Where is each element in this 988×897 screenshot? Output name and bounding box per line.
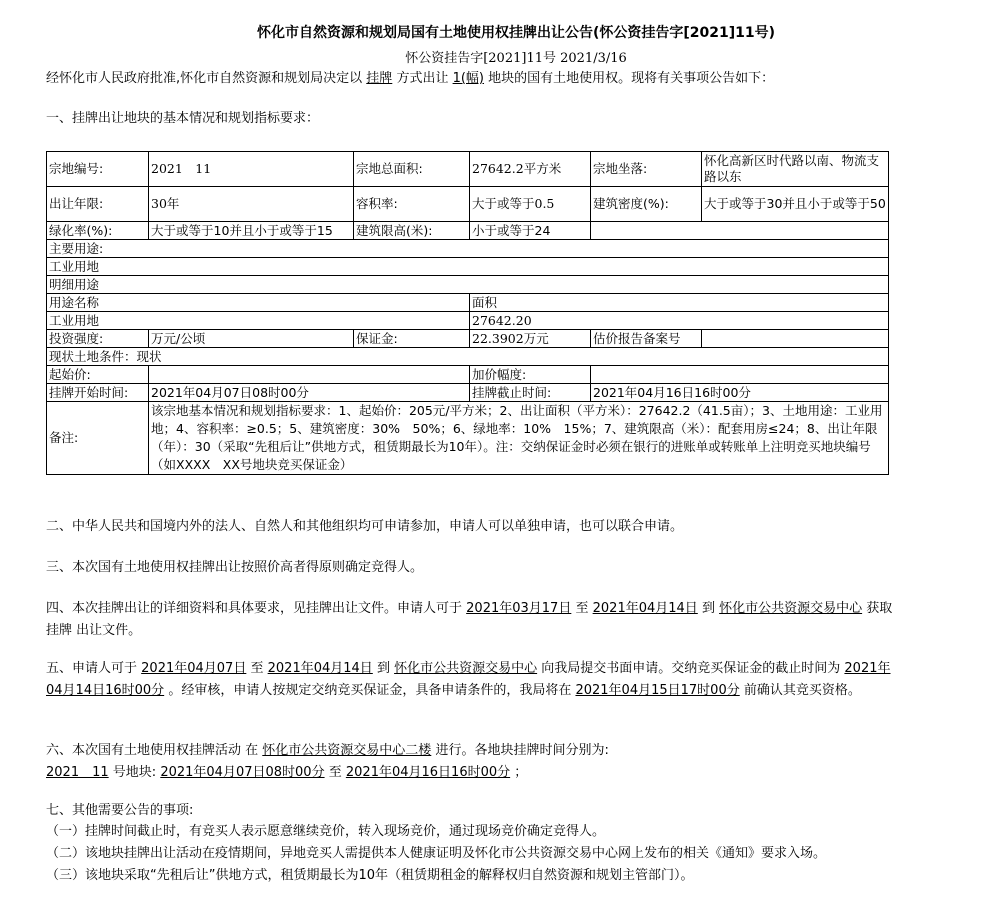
value-start-price	[149, 366, 470, 384]
value-listing-end: 2021年04月16日16时00分	[591, 384, 889, 402]
date-confirm: 2021年04月15日17时00分	[575, 683, 740, 698]
label-remarks: 备注:	[47, 402, 149, 475]
date-listing-start: 2021年04月07日08时00分	[160, 765, 325, 780]
label-listing-end: 挂牌截止时间:	[470, 384, 591, 402]
table-row	[47, 366, 889, 384]
label-height-limit: 建筑限高(米):	[354, 222, 470, 240]
table-row	[47, 276, 889, 294]
place-doc: 怀化市公共资源交易中心	[719, 601, 863, 616]
label-term: 出让年限:	[47, 187, 149, 222]
place-apply: 怀化市公共资源交易中心	[394, 661, 538, 676]
value-far: 大于或等于0.5	[470, 187, 591, 222]
current-land-condition: 现状土地条件：现状	[47, 348, 889, 366]
label-parcel-no: 宗地编号:	[47, 152, 149, 187]
label-far: 容积率:	[354, 187, 470, 222]
header-area: 面积	[470, 294, 889, 312]
date-listing-end: 2021年04月16日16时00分	[345, 765, 511, 780]
table-row	[47, 222, 889, 240]
label-increment: 加价幅度:	[470, 366, 591, 384]
label-total-area: 宗地总面积:	[354, 152, 470, 187]
value-increment	[591, 366, 889, 384]
intro-text: 经怀化市人民政府批准,怀化市自然资源和规划局决定以	[46, 71, 363, 86]
label-appraisal-no: 估价报告备案号	[591, 330, 702, 348]
value-remarks: 该宗地基本情况和规划指标要求：1、起始价：205元/平方米；2、出让面积（平方米）：27642.2（41.5亩）；3、土地用途：工业用地；4、容积率：≥0.5；5、建筑密度：30% 50%；6、绿地率：10% 15%；7、建筑限高（米）：配套用房≤24；8、出让年限（年）：30（采取“先租后让”供地方式，租赁期最长为10年）。注：交纳保证金时必须在银行的进账单或转账单上注明竞买地块编号（如XXXX XX号地块竞买保证金）	[149, 402, 889, 475]
section-4: 四、本次挂牌出让的详细资料和具体要求，见挂牌出让文件。申请人可于 2021年03月17日 至 2021年04月14日 到 怀化市公共资源交易中心 获取 挂牌 出让文件。	[46, 601, 893, 638]
value-listing-start: 2021年04月07日08时00分	[149, 384, 470, 402]
parcel-info-table	[46, 151, 889, 475]
list-item: （三）该地块采取“先租后让”供地方式，租赁期最长为10年（租赁期租金的解释权归自然资源和规划主管部门）。	[46, 868, 694, 883]
date-apply-start: 2021年04月07日	[141, 661, 247, 676]
value-height-limit: 小于或等于24	[470, 222, 591, 240]
label-deposit: 保证金:	[354, 330, 470, 348]
label-density: 建筑密度(%):	[591, 187, 702, 222]
section-5: 五、申请人可于 2021年04月07日 至 2021年04月14日 到 怀化市公共资源交易中心 向我局提交书面申请。交纳竞买保证金的截止时间为 2021年04月14日16时00分 。经审核，申请人按规定交纳竞买保证金，具备申请条件的，我局将在 2021年04月15日17时00分 前确认其竞买资格。	[46, 661, 891, 698]
value-location: 怀化高新区时代路以南、物流支路以东	[702, 152, 889, 187]
label-start-price: 起始价:	[47, 366, 149, 384]
list-item: （一）挂牌时间截止时，有竞买人表示愿意继续竞价，转入现场竞价，通过现场竞价确定竞得人。	[46, 824, 606, 839]
intro-text-mid: 方式出让	[396, 71, 449, 86]
date-doc-start: 2021年03月17日	[466, 601, 572, 616]
value-use-area: 27642.20	[470, 312, 889, 330]
label-listing-start: 挂牌开始时间:	[47, 384, 149, 402]
lot-number: 2021 11	[46, 765, 109, 780]
label-location: 宗地坐落:	[591, 152, 702, 187]
value-appraisal-no	[702, 330, 889, 348]
table-row	[47, 152, 889, 187]
value-green-rate: 大于或等于10并且小于或等于15	[149, 222, 354, 240]
date-doc-end: 2021年04月14日	[592, 601, 698, 616]
table-row	[47, 258, 889, 276]
value-deposit: 22.3902万元	[470, 330, 591, 348]
table-row	[47, 187, 889, 222]
place-listing: 怀化市公共资源交易中心二楼	[262, 743, 432, 758]
value-density: 大于或等于30并且小于或等于50	[702, 187, 889, 222]
intro-paragraph	[46, 68, 906, 90]
table-row	[47, 330, 889, 348]
page-title: 怀化市自然资源和规划局国有土地使用权挂牌出让公告(怀公资挂告字[2021]11号)	[256, 25, 776, 41]
table-row	[47, 240, 889, 258]
section-2: 二、中华人民共和国境内外的法人、自然人和其他组织均可申请参加，申请人可以单独申请，也可以联合申请。	[46, 519, 684, 534]
section-6: 六、本次国有土地使用权挂牌活动 在 怀化市公共资源交易中心二楼 进行。各地块挂牌时间分别为: 2021 11 号地块: 2021年04月07日08时00分 至 2021年04月16日16时00分 ；	[46, 743, 609, 780]
label-green-rate: 绿化率(%):	[47, 222, 149, 240]
table-row	[47, 348, 889, 366]
value-main-use: 工业用地	[47, 258, 889, 276]
intro-count: 1(幅)	[452, 71, 485, 86]
table-row	[47, 294, 889, 312]
value-total-area: 27642.2平方米	[470, 152, 591, 187]
table-row	[47, 384, 889, 402]
table-row	[47, 312, 889, 330]
document-number-date: 怀公资挂告字[2021]11号 2021/3/16	[405, 51, 627, 66]
value-term: 30年	[149, 187, 354, 222]
section-1-heading: 一、挂牌出让地块的基本情况和规划指标要求：	[46, 111, 320, 126]
label-investment: 投资强度:	[47, 330, 149, 348]
intro-text-post: 地块的国有土地使用权。现将有关事项公告如下：	[488, 71, 775, 86]
header-use-name: 用途名称	[47, 294, 470, 312]
table-row	[47, 402, 889, 475]
label-detail-use: 明细用途	[47, 276, 889, 294]
intro-method: 挂牌	[366, 71, 393, 86]
value-use-name: 工业用地	[47, 312, 470, 330]
list-item: （二）该地块挂牌出让活动在疫情期间，异地竞买人需提供本人健康证明及怀化市公共资源交易中心网上发布的相关《通知》要求入场。	[46, 846, 827, 861]
section-7-heading: 七、其他需要公告的事项:	[46, 803, 194, 818]
value-investment: 万元/公顷	[149, 330, 354, 348]
label-main-use: 主要用途:	[47, 240, 889, 258]
date-deposit-deadline: 2021年04月14日16时00分	[46, 661, 891, 698]
date-apply-end: 2021年04月14日	[267, 661, 373, 676]
value-parcel-no: 2021 11	[149, 152, 354, 187]
section-3: 三、本次国有土地使用权挂牌出让按照价高者得原则确定竞得人。	[46, 560, 424, 575]
